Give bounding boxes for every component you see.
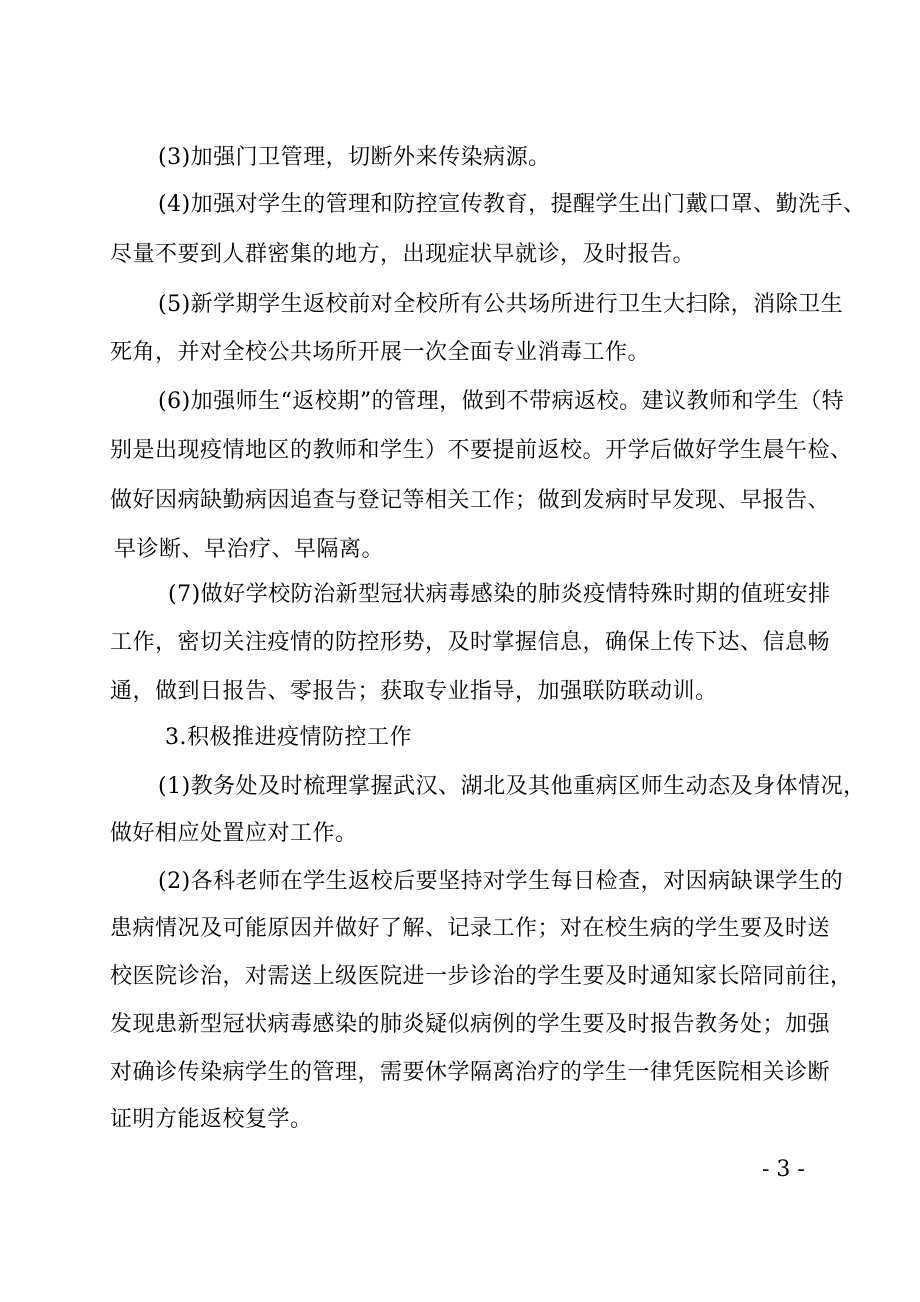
text-line: 发现患新型冠状病毒感染的肺炎疑似病例的学生要及时报告教务处；加强 [110, 1012, 831, 1037]
text-line: (4)加强对学生的管理和防控宣传教育，提醒学生出门戴口罩、勤洗手、 [158, 192, 866, 217]
text-line: 死角，并对全校公共场所开展一次全面专业消毒工作。 [110, 340, 651, 365]
text-line: 尽量不要到人群密集的地方，出现症状早就诊，及时报告。 [110, 242, 696, 267]
text-line: 早诊断、早治疗、早隔离。 [114, 537, 385, 562]
text-line: 校医院诊治，对需送上级医院进一步诊治的学生要及时通知家长陪同前往， [110, 964, 853, 989]
text-line: 别是出现疫情地区的教师和学生）不要提前返校。开学后做好学生晨午检、 [110, 438, 853, 463]
text-line: 患病情况及可能原因并做好了解、记录工作；对在校生病的学生要及时送 [110, 916, 831, 941]
text-line: 证明方能返校复学。 [110, 1107, 313, 1132]
text-line: 做好因病缺勤病因追查与登记等相关工作；做到发病时早发现、早报告、 [110, 488, 831, 513]
text-line: (6)加强师生“返校期”的管理，做到不带病返校。建议教师和学生（特 [158, 389, 845, 414]
page-number: - 3 - [762, 1157, 805, 1182]
text-line: 对确诊传染病学生的管理，需要休学隔离治疗的学生一律凭医院相关诊断 [110, 1060, 831, 1085]
text-line: (2)各科老师在学生返校后要坚持对学生每日检查，对因病缺课学生的 [158, 869, 844, 894]
text-line: (1)教务处及时梳理掌握武汉、湖北及其他重病区师生动态及身体情况， [158, 774, 866, 799]
text-line: (5)新学期学生返校前对全校所有公共场所进行卫生大扫除，消除卫生 [158, 292, 844, 317]
text-line: 做好相应处置应对工作。 [110, 821, 358, 846]
text-line: (3)加强门卫管理，切断外来传染病源。 [158, 145, 551, 170]
section-heading: 3.积极推进疫情防控工作 [165, 725, 412, 750]
text-line: 工作，密切关注疫情的防控形势，及时掌握信息，确保上传下达、信息畅 [110, 630, 831, 655]
text-line: 通，做到日报告、零报告；获取专业指导，加强联防联动训。 [110, 679, 718, 704]
text-line: (7)做好学校防治新型冠状病毒感染的肺炎疫情特殊时期的值班安排 [168, 582, 831, 607]
